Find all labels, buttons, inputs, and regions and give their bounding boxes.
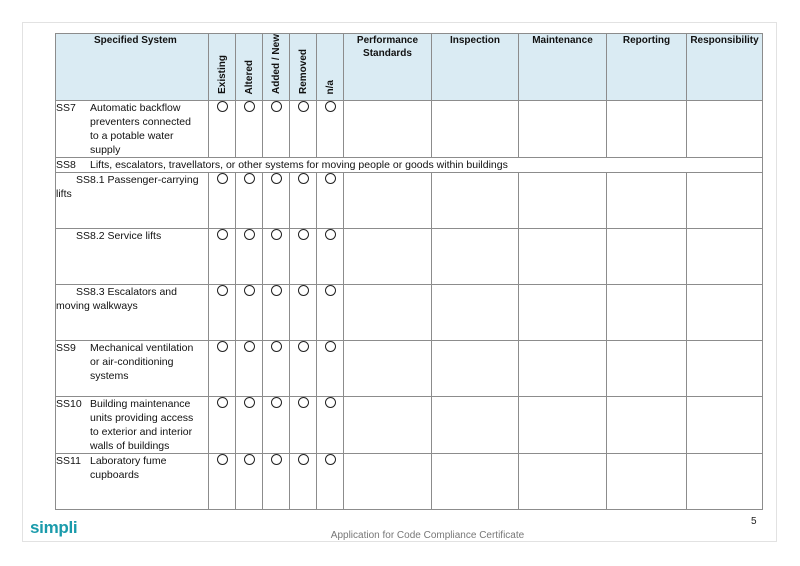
radio-altered[interactable] [236,285,263,341]
radio-circle-icon[interactable] [244,454,255,465]
inspection-cell[interactable] [432,101,519,158]
maintenance-cell[interactable] [519,454,607,510]
responsibility-cell[interactable] [687,101,763,158]
radio-added-new[interactable] [263,101,290,158]
radio-altered[interactable] [236,341,263,397]
radio-circle-icon[interactable] [298,454,309,465]
maintenance-cell[interactable] [519,341,607,397]
radio-na[interactable] [317,397,344,454]
inspection-cell[interactable] [432,285,519,341]
group-row [56,158,763,173]
table-row [56,397,763,454]
inspection-cell[interactable] [432,454,519,510]
radio-circle-icon[interactable] [217,341,228,352]
radio-circle-icon[interactable] [325,229,336,240]
table-row [56,101,763,158]
radio-added-new[interactable] [263,285,290,341]
radio-na[interactable] [317,341,344,397]
performance-standards-cell[interactable] [344,229,432,285]
radio-circle-icon[interactable] [244,229,255,240]
header-added-new [263,34,290,101]
responsibility-cell[interactable] [687,341,763,397]
header-label: Removed [297,49,309,95]
inspection-cell[interactable] [432,341,519,397]
radio-removed[interactable] [290,285,317,341]
table-row [56,229,763,285]
system-code: SS9 [56,342,76,355]
system-code: SS11 [56,455,81,468]
responsibility-cell[interactable] [687,397,763,454]
system-code: SS8.2 [76,230,105,243]
radio-circle-icon[interactable] [298,173,309,184]
maintenance-cell[interactable] [519,285,607,341]
radio-circle-icon[interactable] [217,397,228,408]
reporting-cell[interactable] [607,229,687,285]
reporting-cell[interactable] [607,101,687,158]
system-cell [56,454,209,510]
radio-removed[interactable] [290,397,317,454]
table-row [56,341,763,397]
header-performance-standards: Performance Standards [344,34,432,101]
system-code: SS7 [56,102,76,115]
responsibility-cell[interactable] [687,229,763,285]
system-cell [56,173,209,229]
radio-removed[interactable] [290,229,317,285]
radio-existing[interactable] [209,229,236,285]
radio-circle-icon[interactable] [244,101,255,112]
inspection-cell[interactable] [432,173,519,229]
system-cell [56,229,209,285]
radio-existing[interactable] [209,397,236,454]
specified-systems-table [55,33,763,510]
performance-standards-cell[interactable] [344,285,432,341]
radio-circle-icon[interactable] [271,285,282,296]
radio-na[interactable] [317,229,344,285]
radio-circle-icon[interactable] [217,101,228,112]
table-row [56,173,763,229]
table-header-row [56,34,763,101]
system-description: Service lifts [107,230,162,243]
radio-na[interactable] [317,454,344,510]
radio-circle-icon[interactable] [271,173,282,184]
radio-circle-icon[interactable] [325,341,336,352]
header-responsibility: Responsibility [687,34,763,101]
radio-circle-icon[interactable] [325,173,336,184]
responsibility-cell[interactable] [687,173,763,229]
radio-removed[interactable] [290,173,317,229]
radio-circle-icon[interactable] [244,285,255,296]
radio-existing[interactable] [209,454,236,510]
system-description-text: Passenger-carrying lifts [56,174,199,201]
group-cell [56,158,763,173]
maintenance-cell[interactable] [519,173,607,229]
radio-circle-icon[interactable] [271,341,282,352]
radio-added-new[interactable] [263,397,290,454]
radio-circle-icon[interactable] [298,341,309,352]
header-specified-system [56,34,209,101]
radio-altered[interactable] [236,101,263,158]
reporting-cell[interactable] [607,285,687,341]
header-altered [236,34,263,101]
radio-added-new[interactable] [263,454,290,510]
system-cell [56,285,209,341]
header-removed [290,34,317,101]
table-row [56,454,763,510]
performance-standards-cell[interactable] [344,341,432,397]
system-description: Mechanical ventilation or air-conditioning systems [90,342,194,383]
radio-removed[interactable] [290,341,317,397]
radio-circle-icon[interactable] [325,454,336,465]
reporting-cell[interactable] [607,173,687,229]
radio-circle-icon[interactable] [271,397,282,408]
maintenance-cell[interactable] [519,101,607,158]
header-label: n/a [324,79,336,95]
performance-standards-cell[interactable] [344,173,432,229]
system-description: Laboratory fume cupboards [90,455,167,482]
radio-circle-icon[interactable] [325,397,336,408]
table-row [56,285,763,341]
header-label: Existing [216,55,228,95]
radio-circle-icon[interactable] [217,173,228,184]
system-code: SS10 [56,398,82,411]
radio-circle-icon[interactable] [325,285,336,296]
header-label: Specified System [94,35,177,46]
radio-circle-icon[interactable] [244,397,255,408]
system-code: SS8.3 [76,286,105,299]
header-na [317,34,344,101]
system-description: Automatic backflow preventers connected to a potable water supply [90,102,191,157]
reporting-cell[interactable] [607,341,687,397]
system-code: SS8 [56,159,76,172]
radio-circle-icon[interactable] [298,397,309,408]
radio-circle-icon[interactable] [298,101,309,112]
responsibility-cell[interactable] [687,285,763,341]
system-description: Lifts, escalators, travellators, or other systems for moving people or goods within buildings [90,159,508,172]
radio-removed[interactable] [290,101,317,158]
performance-standards-cell[interactable] [344,397,432,454]
radio-circle-icon[interactable] [244,173,255,184]
radio-existing[interactable] [209,173,236,229]
radio-existing[interactable] [209,341,236,397]
performance-standards-cell[interactable] [344,454,432,510]
system-cell [56,341,209,397]
radio-altered[interactable] [236,454,263,510]
radio-added-new[interactable] [263,341,290,397]
header-existing [209,34,236,101]
radio-na[interactable] [317,173,344,229]
responsibility-cell[interactable] [687,454,763,510]
radio-circle-icon[interactable] [217,285,228,296]
maintenance-cell[interactable] [519,229,607,285]
header-label: Added / New [270,34,282,95]
radio-circle-icon[interactable] [244,341,255,352]
page-number: 5 [751,516,757,527]
inspection-cell[interactable] [432,397,519,454]
radio-circle-icon[interactable] [298,285,309,296]
radio-existing[interactable] [209,101,236,158]
header-inspection: Inspection [432,34,519,101]
radio-circle-icon[interactable] [271,229,282,240]
radio-removed[interactable] [290,454,317,510]
radio-added-new[interactable] [263,229,290,285]
system-cell [56,397,209,454]
system-code: SS8.1 [76,174,105,187]
radio-circle-icon[interactable] [217,229,228,240]
maintenance-cell[interactable] [519,397,607,454]
radio-na[interactable] [317,285,344,341]
radio-circle-icon[interactable] [271,101,282,112]
radio-circle-icon[interactable] [217,454,228,465]
radio-altered[interactable] [236,397,263,454]
header-maintenance: Maintenance [519,34,607,101]
footer-title: Application for Code Compliance Certificate [330,530,525,541]
radio-na[interactable] [317,101,344,158]
header-label: Altered [243,59,255,95]
radio-circle-icon[interactable] [325,101,336,112]
reporting-cell[interactable] [607,397,687,454]
simpli-logo: simpli [30,518,78,537]
system-description: Building maintenance units providing access to exterior and interior walls of buildings [90,398,194,453]
radio-circle-icon[interactable] [271,454,282,465]
radio-altered[interactable] [236,229,263,285]
reporting-cell[interactable] [607,454,687,510]
header-reporting: Reporting [607,34,687,101]
radio-altered[interactable] [236,173,263,229]
radio-added-new[interactable] [263,173,290,229]
radio-existing[interactable] [209,285,236,341]
performance-standards-cell[interactable] [344,101,432,158]
radio-circle-icon[interactable] [298,229,309,240]
system-description: Escalators and moving walkways [56,286,177,313]
system-cell [56,101,209,158]
inspection-cell[interactable] [432,229,519,285]
